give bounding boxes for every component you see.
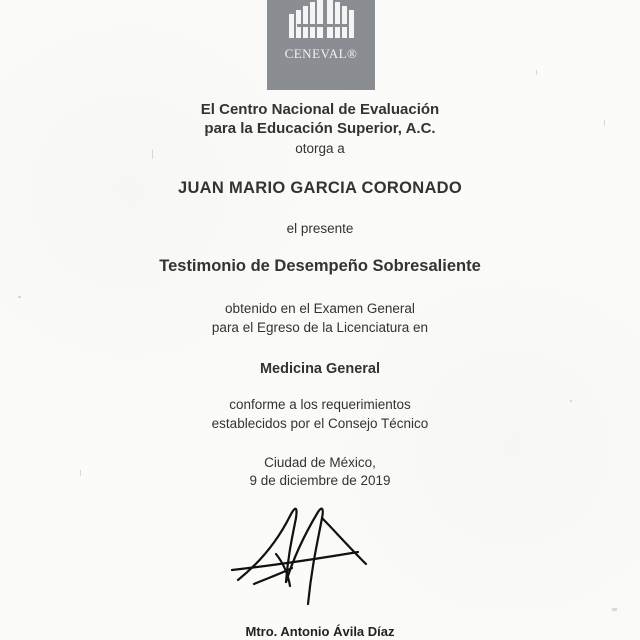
issue-place: Ciudad de México, xyxy=(264,455,376,470)
signer-name: Mtro. Antonio Ávila Díaz xyxy=(245,624,395,639)
institution-line-2: para la Educación Superior, A.C. xyxy=(204,120,436,137)
obtained-line-1: obtenido en el Examen General xyxy=(225,301,415,316)
conform-line-1: conforme a los requerimientos xyxy=(229,397,411,412)
paper-fleck xyxy=(536,70,537,75)
signature-icon xyxy=(228,494,388,614)
degree-name: Medicina General xyxy=(259,361,381,377)
institution-line-1: El Centro Nacional de Evaluación xyxy=(200,101,440,118)
logo-wordmark: CENEVAL® xyxy=(284,46,358,61)
obtained-line-2: para el Egreso de la Licenciatura en xyxy=(211,320,429,335)
conform-line-2: establecidos por el Consejo Técnico xyxy=(211,416,429,431)
the-present-text: el presente xyxy=(286,221,354,236)
award-title: Testimonio de Desempeño Sobresaliente xyxy=(159,257,481,275)
paper-fleck xyxy=(612,608,617,611)
grants-text: otorga a xyxy=(295,141,345,156)
ceneval-mark-icon xyxy=(267,0,375,90)
ceneval-logo xyxy=(267,0,375,90)
paper-fleck xyxy=(18,296,21,298)
issue-date: 9 de diciembre de 2019 xyxy=(249,473,391,488)
recipient-name: JUAN MARIO GARCIA CORONADO xyxy=(177,179,463,197)
